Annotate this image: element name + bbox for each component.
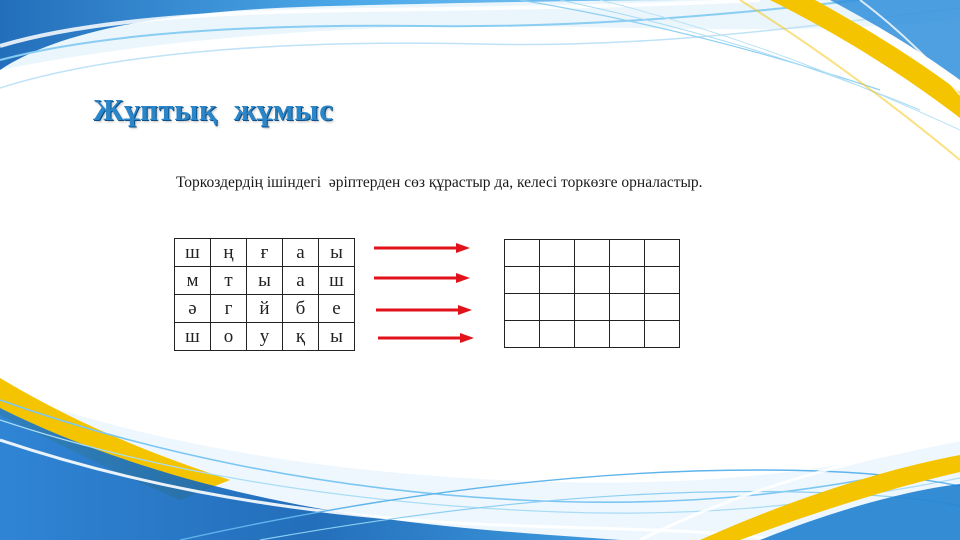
answer-cell[interactable] <box>505 240 540 267</box>
letter-cell: у <box>247 323 283 351</box>
letter-cell: ш <box>175 323 211 351</box>
answer-cell[interactable] <box>645 294 680 321</box>
letter-cell: й <box>247 295 283 323</box>
answer-cell[interactable] <box>540 240 575 267</box>
answer-row <box>505 240 680 267</box>
letter-grid <box>174 238 355 351</box>
arrow-right-icon <box>372 270 472 286</box>
arrow-right-icon <box>372 240 472 256</box>
letter-cell: ы <box>319 239 355 267</box>
letter-row <box>175 323 355 351</box>
answer-row <box>505 267 680 294</box>
answer-grid <box>504 239 680 348</box>
answer-cell[interactable] <box>540 267 575 294</box>
letter-cell: ң <box>211 239 247 267</box>
answer-cell[interactable] <box>575 321 610 348</box>
letter-cell: е <box>319 295 355 323</box>
answer-cell[interactable] <box>540 294 575 321</box>
answer-cell[interactable] <box>505 321 540 348</box>
letter-cell: м <box>175 267 211 295</box>
letter-cell: ы <box>247 267 283 295</box>
answer-cell[interactable] <box>645 321 680 348</box>
answer-cell[interactable] <box>610 240 645 267</box>
letter-cell: а <box>283 239 319 267</box>
task-instruction: Торкоздердің ішіндегі әріптерден сөз құрастыр да, келесі торкөзге орналастыр. <box>176 174 703 191</box>
answer-cell[interactable] <box>645 267 680 294</box>
answer-row <box>505 294 680 321</box>
letter-cell: ш <box>175 239 211 267</box>
answer-cell[interactable] <box>505 267 540 294</box>
letter-cell: о <box>211 323 247 351</box>
letter-cell: а <box>283 267 319 295</box>
letter-cell: ы <box>319 323 355 351</box>
letter-row <box>175 239 355 267</box>
answer-cell[interactable] <box>505 294 540 321</box>
answer-row <box>505 321 680 348</box>
letter-cell: г <box>211 295 247 323</box>
answer-cell[interactable] <box>610 294 645 321</box>
arrow-right-icon <box>374 302 474 318</box>
answer-cell[interactable] <box>575 240 610 267</box>
answer-cell[interactable] <box>645 240 680 267</box>
answer-cell[interactable] <box>540 321 575 348</box>
letter-cell: ғ <box>247 239 283 267</box>
letter-cell: б <box>283 295 319 323</box>
letter-row <box>175 295 355 323</box>
answer-cell[interactable] <box>575 267 610 294</box>
letter-cell: ш <box>319 267 355 295</box>
answer-cell[interactable] <box>610 321 645 348</box>
slide-title: Жұптық жұмыс <box>93 92 334 127</box>
answer-cell[interactable] <box>575 294 610 321</box>
letter-cell: т <box>211 267 247 295</box>
letter-row <box>175 267 355 295</box>
arrow-right-icon <box>376 330 476 346</box>
answer-cell[interactable] <box>610 267 645 294</box>
letter-cell: қ <box>283 323 319 351</box>
letter-cell: ә <box>175 295 211 323</box>
